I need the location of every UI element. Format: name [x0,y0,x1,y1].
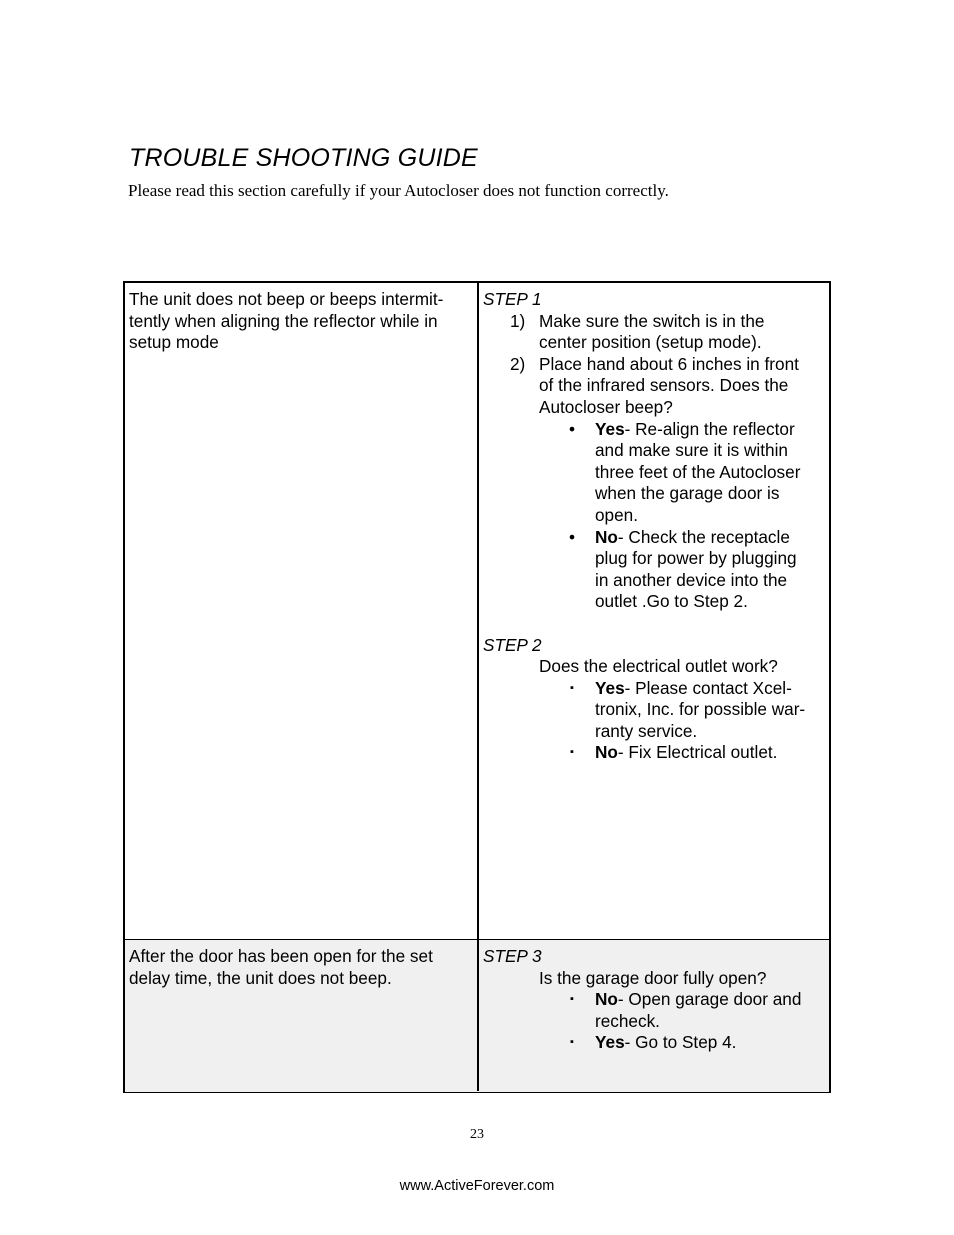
bullet-icon: • [568,418,576,439]
problem-line: delay time, the unit does not beep. [129,967,392,988]
troubleshooting-table [123,281,831,1093]
step-label: STEP 2 [483,634,542,655]
item-number: 2) [510,353,526,374]
problem-line: After the door has been open for the set [129,946,433,966]
column-divider [477,283,479,1091]
problem-line: setup mode [129,332,219,353]
square-bullet-icon: ▪ [570,1036,574,1049]
solution-cell [483,289,827,764]
numbered-item: 2) Place hand about 6 inches in front of the infrared sensors. Does the Autocloser beep? [510,353,799,417]
step-question: Is the garage door fully open? [539,967,767,988]
list-item: • Yes- Re-align the reflector and make sure it is within three feet of the Autocloser when the garage door is open. [483,419,827,527]
item-number: 1) [510,310,526,331]
list-item: ▪ Yes- Please contact Xcel- tronix, Inc. for possible war- ranty service. [483,678,827,743]
step-label: STEP 3 [483,946,542,966]
step-label: STEP 1 [483,289,542,309]
numbered-item: 1) Make sure the switch is in the center position (setup mode). [510,310,765,353]
intro-text: Please read this section carefully if your Autocloser does not function correctly. [128,181,669,200]
bullet-icon: • [568,526,576,547]
solution-cell [483,946,827,1054]
problem-cell [129,289,473,354]
problem-cell [129,946,473,989]
page-number: 23 [470,1127,484,1142]
list-item: ▪ No- Fix Electrical outlet. [483,742,827,764]
problem-line: The unit does not beep or beeps intermit- [129,289,444,309]
list-item: ▪ Yes- Go to Step 4. [483,1032,827,1054]
square-bullet-icon: ▪ [570,746,574,759]
footer-url: www.ActiveForever.com [399,1178,555,1194]
square-bullet-icon: ▪ [570,993,574,1006]
problem-line: tently when aligning the reflector while in [129,310,438,331]
list-item: • No- Check the receptacle plug for power by plugging in another device into the outlet .Go to Step 2. [483,527,827,613]
page-title: TROUBLE SHOOTING GUIDE [129,144,478,172]
square-bullet-icon: ▪ [570,681,574,694]
step-question: Does the electrical outlet work? [539,656,778,677]
list-item: ▪ No- Open garage door and recheck. [483,989,827,1032]
